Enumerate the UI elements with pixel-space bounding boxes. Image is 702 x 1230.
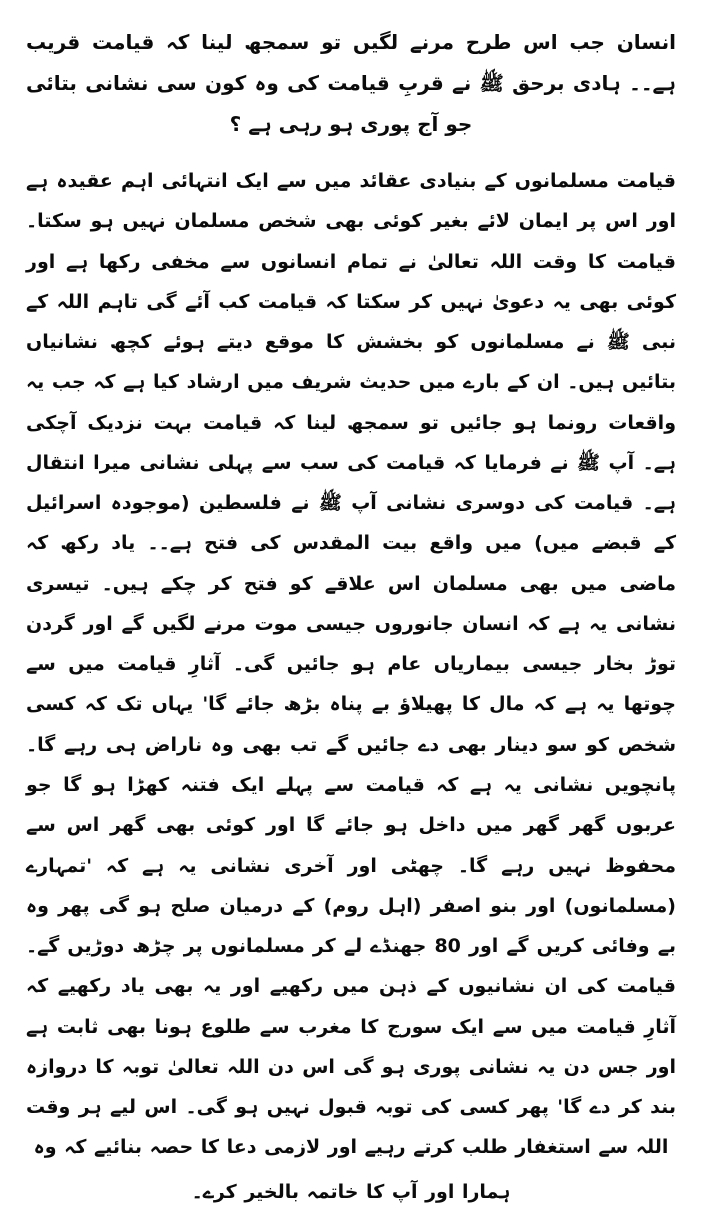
page-title: انسان جب اس طرح مرنے لگیں تو سمجھ لینا کہ قیامت قریب ہے۔۔ ہادی برحق ﷺ نے قربِ قیامت کی وہ کون سی نشانی بتائی جو آج پوری ہو رہی ہے ؟ — [26, 30, 676, 136]
article-closing-line: ہمارا اور آپ کا خاتمہ بالخیر کرے۔ — [191, 1180, 511, 1203]
article-body: قیامت مسلمانوں کے بنیادی عقائد میں سے ایک انتہائی اہم عقیدہ ہے اور اس پر ایمان لائے بغیر کوئی بھی شخص مسلمان نہیں ہو سکتا۔ قیامت کا وقت اللہ تعالیٰ نے تمام انسانوں سے مخفی رکھا ہے اور کوئی بھی یہ دعویٰ نہیں کر سکتا کہ قیامت کب آئے گی تاہم اللہ کے نبی ﷺ نے مسلمانوں کو بخشش کا موقع دیتے ہوئے کچھ نشانیاں بتائیں ہیں۔ ان کے بارے میں حدیث شریف میں ارشاد کیا ہے کہ جب یہ واقعات رونما ہو جائیں تو سمجھ لینا کہ قیامت بہت نزدیک آچکی ہے۔ آپ ﷺ نے فرمایا کہ قیامت کی سب سے پہلی نشانی میرا انتقال ہے۔ قیامت کی دوسری نشانی آپ ﷺ نے فلسطین (موجودہ اسرائیل کے قبضے میں) میں واقع بیت المقدس کی فتح ہے۔۔ یاد رکھ کہ ماضی میں بھی مسلمان اس علاقے کو فتح کر چکے ہیں۔ تیسری نشانی یہ ہے کہ انسان جانوروں جیسی موت مرنے لگیں گے اور گردن توڑ بخار جیسی بیماریاں عام ہو جائیں گی۔ آثارِ قیامت میں سے چوتھا یہ ہے کہ مال کا پھیلاؤ بے پناہ بڑھ جائے گا' یہاں تک کہ کسی شخص کو سو دینار بھی دے جائیں گے تب بھی وہ ناراض ہی رہے گا۔ پانچویں نشانی یہ ہے کہ قیامت سے پہلے ایک فتنہ کھڑا ہو گا جو عربوں گھر گھر میں داخل ہو جائے گا اور کوئی بھی گھر اس سے محفوظ نہیں رہے گا۔ چھٹی اور آخری نشانی یہ ہے کہ 'تمہارے (مسلمانوں) اور بنو اصفر (اہل روم) کے درمیان صلح ہو گی پھر وہ بے وفائی کریں گے اور 80 جھنڈے لے کر مسلمانوں پر چڑھ دوڑیں گے۔ قیامت کی ان نشانیوں کے ذہن میں رکھیے اور یہ بھی یاد رکھیے کہ آثارِ قیامت میں سے ایک سورج کا مغرب سے طلوع ہونا بھی ثابت ہے اور جس دن یہ نشانی پوری ہو گی اس دن اللہ تعالیٰ توبہ کا دروازہ بند کر دے گا' پھر کسی کی توبہ قبول نہیں ہو گی۔ اس لیے ہر وقت اللہ سے استغفار طلب کرتے رہیے اور لازمی دعا کا حصہ بنائیے کہ وہ — [26, 170, 676, 1159]
